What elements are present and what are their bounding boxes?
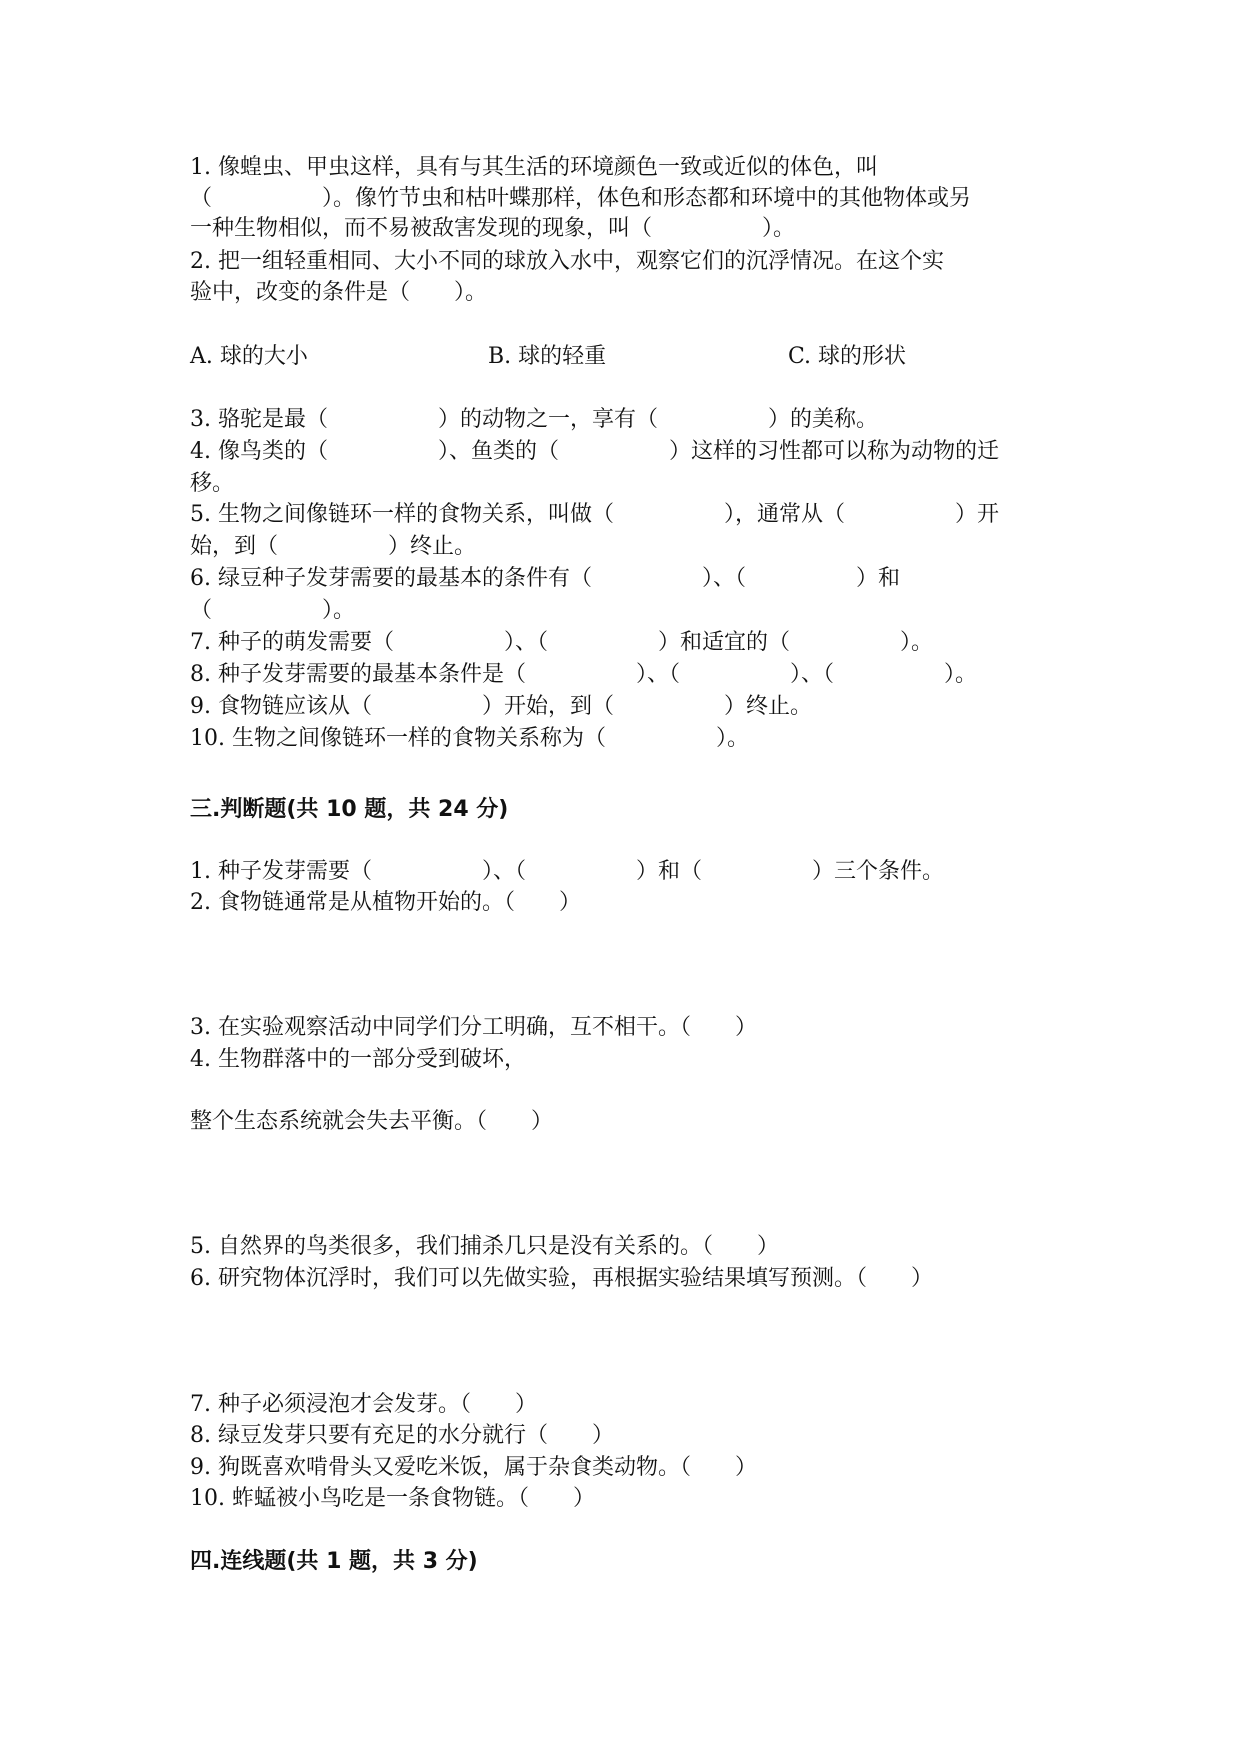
fill-q5-line2: 始，到（ ）终止。 (190, 534, 477, 559)
judge-q10: 10. 蚱蜢被小鸟吃是一条食物链。（ ） (190, 1486, 595, 1511)
judge-q5: 5. 自然界的鸟类很多，我们捕杀几只是没有关系的。（ ） (190, 1234, 779, 1259)
fill-q2-line2: 验中，改变的条件是（ ）。 (190, 280, 488, 305)
q2-option-c: C. 球的形状 (788, 344, 907, 369)
fill-q6-line1: 6. 绿豆种子发芽需要的最基本的条件有（ ）、（ ）和 (190, 566, 900, 591)
section4-heading: 四.连线题(共 1 题，共 3 分) (190, 1549, 478, 1574)
fill-q4-line2: 移。 (190, 471, 235, 496)
judge-q2: 2. 食物链通常是从植物开始的。（ ） (190, 890, 581, 915)
fill-q9: 9. 食物链应该从（ ）开始，到（ ）终止。 (190, 694, 812, 719)
judge-q4-line2: 整个生态系统就会失去平衡。（ ） (190, 1109, 554, 1134)
fill-q6-line2: （ ）。 (190, 598, 356, 623)
fill-q5-line1: 5. 生物之间像链环一样的食物关系，叫做（ ），通常从（ ）开 (190, 502, 999, 527)
judge-q7: 7. 种子必须浸泡才会发芽。（ ） (190, 1392, 537, 1417)
fill-q1-line2: （ ）。像竹节虫和枯叶蝶那样，体色和形态都和环境中的其他物体或另 (190, 186, 972, 211)
fill-q8: 8. 种子发芽需要的最基本条件是（ ）、（ ）、（ ）。 (190, 662, 977, 687)
fill-q2-line1: 2. 把一组轻重相同、大小不同的球放入水中，观察它们的沉浮情况。在这个实 (190, 249, 944, 274)
judge-q1: 1. 种子发芽需要（ ）、（ ）和（ ）三个条件。 (190, 859, 944, 884)
judge-q8: 8. 绿豆发芽只要有充足的水分就行（ ） (190, 1423, 614, 1448)
section3-heading: 三.判断题(共 10 题，共 24 分) (190, 797, 509, 822)
fill-q1-line1: 1. 像蝗虫、甲虫这样，具有与其生活的环境颜色一致或近似的体色，叫 (190, 155, 878, 180)
q2-option-b: B. 球的轻重 (488, 344, 607, 369)
fill-q3: 3. 骆驼是最（ ）的动物之一，享有（ ）的美称。 (190, 407, 878, 432)
judge-q9: 9. 狗既喜欢啃骨头又爱吃米饭，属于杂食类动物。（ ） (190, 1455, 757, 1480)
judge-q3: 3. 在实验观察活动中同学们分工明确，互不相干。（ ） (190, 1015, 757, 1040)
fill-q7: 7. 种子的萌发需要（ ）、（ ）和适宜的（ ）。 (190, 630, 933, 655)
q2-option-a: A. 球的大小 (190, 344, 308, 369)
fill-q10: 10. 生物之间像链环一样的食物关系称为（ ）。 (190, 726, 749, 751)
judge-q6: 6. 研究物体沉浮时，我们可以先做实验，再根据实验结果填写预测。（ ） (190, 1266, 933, 1291)
judge-q4-line1: 4. 生物群落中的一部分受到破坏， (190, 1047, 526, 1072)
fill-q1-line3: 一种生物相似，而不易被敌害发现的现象，叫（ ）。 (190, 216, 796, 241)
fill-q4-line1: 4. 像鸟类的（ ）、鱼类的（ ）这样的习性都可以称为动物的迁 (190, 439, 999, 464)
